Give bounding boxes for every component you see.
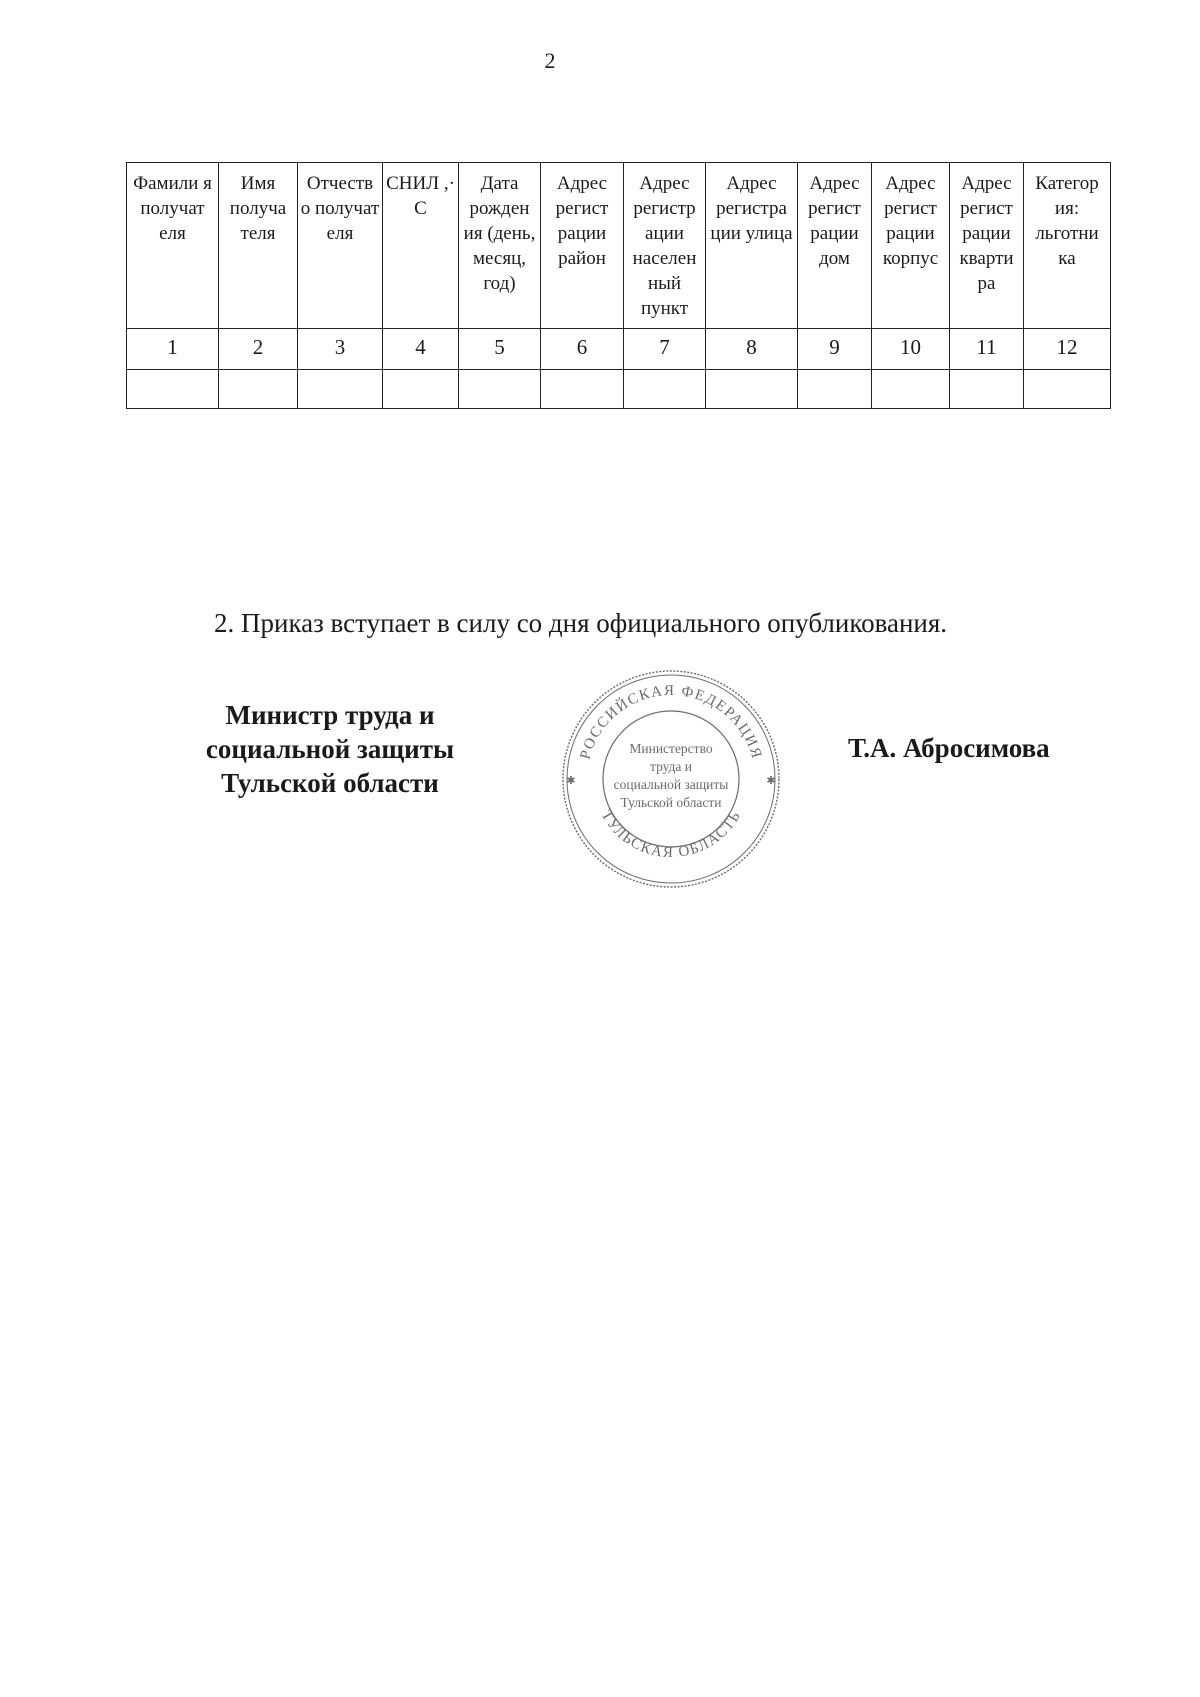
signer-name: Т.А. Абросимова — [848, 733, 1050, 763]
table-header-row — [127, 163, 1111, 329]
empty-cell — [383, 370, 459, 409]
column-number: 11 — [950, 329, 1024, 370]
position-line: Тульской области — [221, 768, 439, 798]
header-cell: Адрес регист рации дом — [798, 163, 872, 329]
empty-cell — [1024, 370, 1111, 409]
seal-star-icon: ✱ — [766, 775, 776, 787]
seal-star-icon: ✱ — [566, 775, 576, 787]
empty-cell — [872, 370, 950, 409]
header-cell: Дата рожден ия (день, месяц, год) — [459, 163, 541, 329]
column-number: 1 — [127, 329, 219, 370]
empty-cell — [298, 370, 383, 409]
header-cell: Категор ия: льготни ка — [1024, 163, 1111, 329]
column-number: 12 — [1024, 329, 1111, 370]
column-number: 7 — [624, 329, 706, 370]
seal-inner-line: Тульской области — [620, 795, 722, 810]
position-line: социальной защиты — [205, 734, 455, 764]
header-cell: Фамили я получат еля — [127, 163, 219, 329]
seal-bottom-arc-text: ТУЛЬСКАЯ ОБЛАСТЬ — [597, 807, 745, 862]
empty-cell — [459, 370, 541, 409]
header-cell: Адрес регист рации район — [541, 163, 624, 329]
header-cell: Адрес регист рации кварти ра — [950, 163, 1024, 329]
column-number: 2 — [219, 329, 298, 370]
empty-cell — [541, 370, 624, 409]
recipients-table — [126, 162, 1111, 409]
column-number: 8 — [706, 329, 798, 370]
header-cell: Адрес регистра ции улица — [706, 163, 798, 329]
seal-top-arc-text: РОССИЙСКАЯ ФЕДЕРАЦИЯ — [577, 682, 765, 762]
column-number: 3 — [298, 329, 383, 370]
empty-cell — [706, 370, 798, 409]
header-cell: Имя получа теля — [219, 163, 298, 329]
empty-cell — [798, 370, 872, 409]
page-number: 2 — [544, 48, 556, 73]
header-cell: Адрес регистр ации населен ный пункт — [624, 163, 706, 329]
column-number: 4 — [383, 329, 459, 370]
effective-date-clause: 2. Приказ вступает в силу со дня официального опубликования. — [214, 608, 948, 638]
header-cell: Отчеств о получат еля — [298, 163, 383, 329]
seal-inner-line: труда и — [650, 759, 692, 774]
column-number: 6 — [541, 329, 624, 370]
empty-cell — [950, 370, 1024, 409]
empty-cell — [127, 370, 219, 409]
official-seal — [557, 665, 785, 893]
header-cell: Адрес регист рации корпус — [872, 163, 950, 329]
column-number: 10 — [872, 329, 950, 370]
seal-inner-line: социальной защиты — [613, 777, 729, 792]
signer-position — [180, 698, 480, 800]
column-number: 5 — [459, 329, 541, 370]
column-number-row — [127, 329, 1111, 370]
position-line: Министр труда и — [225, 700, 435, 730]
header-cell: СНИЛ ,· С — [383, 163, 459, 329]
seal-inner-line: Министерство — [629, 741, 713, 756]
column-number: 9 — [798, 329, 872, 370]
empty-cell — [624, 370, 706, 409]
empty-data-row — [127, 370, 1111, 409]
empty-cell — [219, 370, 298, 409]
